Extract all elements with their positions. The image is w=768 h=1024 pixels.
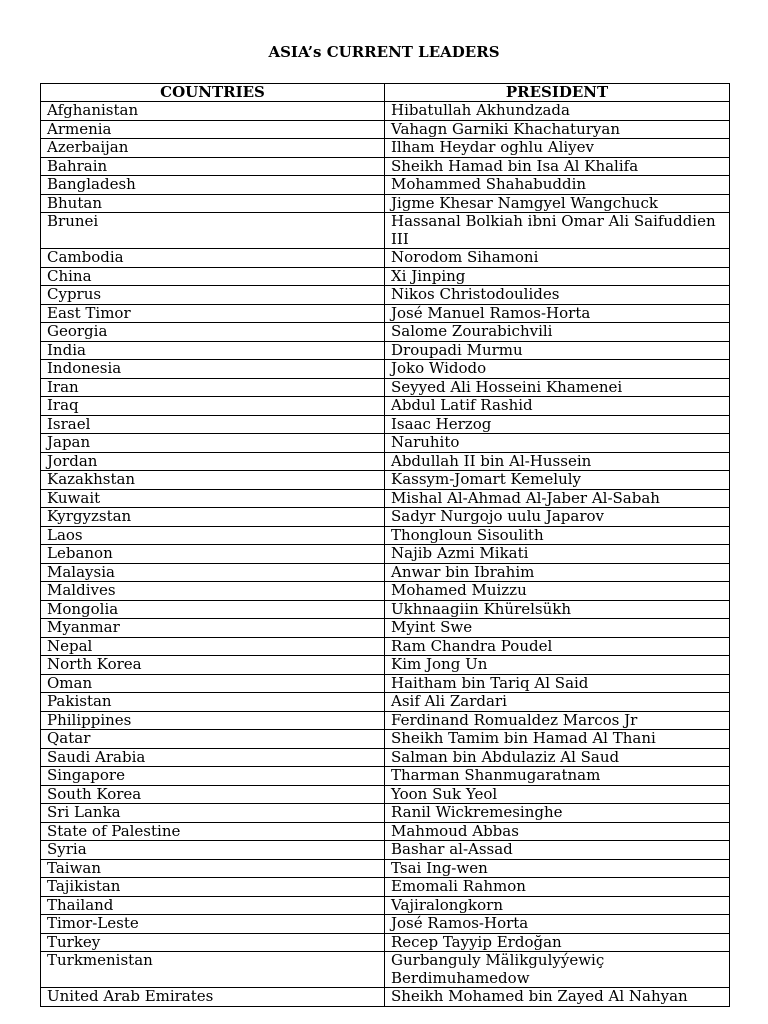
country-cell: Pakistan — [41, 693, 385, 712]
leader-cell: Ram Chandra Poudel — [385, 637, 730, 656]
leader-cell: Emomali Rahmon — [385, 878, 730, 897]
leader-cell: Abdullah II bin Al-Hussein — [385, 452, 730, 471]
table-row — [41, 120, 730, 139]
leader-cell: Asif Ali Zardari — [385, 693, 730, 712]
country-cell: Timor-Leste — [41, 915, 385, 934]
leader-cell: Tsai Ing-wen — [385, 859, 730, 878]
table-row — [41, 360, 730, 379]
leader-cell: Haitham bin Tariq Al Said — [385, 674, 730, 693]
leader-cell: Kim Jong Un — [385, 656, 730, 675]
table-row — [41, 213, 730, 249]
country-cell: Nepal — [41, 637, 385, 656]
leader-cell: Hibatullah Akhundzada — [385, 102, 730, 121]
table-row — [41, 582, 730, 601]
table-row — [41, 452, 730, 471]
leader-cell: Vajiralongkorn — [385, 896, 730, 915]
country-cell: Mongolia — [41, 600, 385, 619]
leader-cell: Myint Swe — [385, 619, 730, 638]
country-cell: Japan — [41, 434, 385, 453]
country-cell: Cyprus — [41, 286, 385, 305]
leader-cell: José Manuel Ramos-Horta — [385, 304, 730, 323]
document-title: ASIA’s CURRENT LEADERS — [268, 43, 500, 61]
leader-cell: Mishal Al-Ahmad Al-Jaber Al-Sabah — [385, 489, 730, 508]
country-cell: Singapore — [41, 767, 385, 786]
leader-cell: Isaac Herzog — [385, 415, 730, 434]
country-cell: Myanmar — [41, 619, 385, 638]
leader-cell: Mahmoud Abbas — [385, 822, 730, 841]
country-cell: Georgia — [41, 323, 385, 342]
country-cell: Indonesia — [41, 360, 385, 379]
country-cell: Thailand — [41, 896, 385, 915]
leader-cell: Ranil Wickremesinghe — [385, 804, 730, 823]
country-cell: Armenia — [41, 120, 385, 139]
country-cell: Afghanistan — [41, 102, 385, 121]
table-row — [41, 471, 730, 490]
table-row — [41, 434, 730, 453]
table-row — [41, 730, 730, 749]
table-row — [41, 822, 730, 841]
country-cell: Laos — [41, 526, 385, 545]
country-cell: Philippines — [41, 711, 385, 730]
country-cell: Iraq — [41, 397, 385, 416]
country-cell: Kazakhstan — [41, 471, 385, 490]
country-cell: India — [41, 341, 385, 360]
table-row — [41, 508, 730, 527]
leader-cell: Joko Widodo — [385, 360, 730, 379]
leader-cell: Nikos Christodoulides — [385, 286, 730, 305]
country-cell: Lebanon — [41, 545, 385, 564]
country-cell: Israel — [41, 415, 385, 434]
table-row — [41, 249, 730, 268]
table-row — [41, 304, 730, 323]
country-cell: Kuwait — [41, 489, 385, 508]
leader-cell: Ferdinand Romualdez Marcos Jr — [385, 711, 730, 730]
table-row — [41, 804, 730, 823]
country-cell: Cambodia — [41, 249, 385, 268]
country-cell: Malaysia — [41, 563, 385, 582]
leader-cell: Kassym-Jomart Kemeluly — [385, 471, 730, 490]
table-row — [41, 157, 730, 176]
table-row — [41, 415, 730, 434]
leader-cell: Najib Azmi Mikati — [385, 545, 730, 564]
table-row — [41, 841, 730, 860]
table-row — [41, 674, 730, 693]
leader-cell: Sheikh Tamim bin Hamad Al Thani — [385, 730, 730, 749]
table-row — [41, 176, 730, 195]
leader-cell: Gurbanguly Mälikgulyýewiç Berdimuhamedow — [385, 952, 730, 988]
table-row — [41, 397, 730, 416]
leader-cell: Vahagn Garniki Khachaturyan — [385, 120, 730, 139]
table-row — [41, 933, 730, 952]
table-row — [41, 896, 730, 915]
table-row — [41, 656, 730, 675]
leader-cell: Bashar al-Assad — [385, 841, 730, 860]
table-row — [41, 267, 730, 286]
country-cell: Bangladesh — [41, 176, 385, 195]
country-cell: Brunei — [41, 213, 385, 249]
country-cell: Bahrain — [41, 157, 385, 176]
leader-cell: Mohammed Shahabuddin — [385, 176, 730, 195]
leader-cell: Salome Zourabichvili — [385, 323, 730, 342]
table-row — [41, 545, 730, 564]
leader-cell: Sheikh Hamad bin Isa Al Khalifa — [385, 157, 730, 176]
table-row — [41, 194, 730, 213]
table-row — [41, 637, 730, 656]
country-cell: Jordan — [41, 452, 385, 471]
table-row — [41, 693, 730, 712]
leader-cell: Abdul Latif Rashid — [385, 397, 730, 416]
country-cell: Kyrgyzstan — [41, 508, 385, 527]
table-row — [41, 102, 730, 121]
country-cell: North Korea — [41, 656, 385, 675]
leader-cell: Hassanal Bolkiah ibni Omar Ali Saifuddien III — [385, 213, 730, 249]
leader-cell: Mohamed Muizzu — [385, 582, 730, 601]
table-row — [41, 785, 730, 804]
leader-cell: Anwar bin Ibrahim — [385, 563, 730, 582]
table-row — [41, 341, 730, 360]
leader-cell: Jigme Khesar Namgyel Wangchuck — [385, 194, 730, 213]
table-row — [41, 767, 730, 786]
leaders-table — [40, 83, 730, 1007]
country-cell: United Arab Emirates — [41, 988, 385, 1007]
leader-cell: Norodom Sihamoni — [385, 249, 730, 268]
table-row — [41, 563, 730, 582]
leader-cell: Ukhnaagiin Khürelsükh — [385, 600, 730, 619]
table-row — [41, 600, 730, 619]
leader-cell: Thongloun Sisoulith — [385, 526, 730, 545]
leader-cell: José Ramos-Horta — [385, 915, 730, 934]
leader-cell: Droupadi Murmu — [385, 341, 730, 360]
country-cell: State of Palestine — [41, 822, 385, 841]
leader-cell: Ilham Heydar oghlu Aliyev — [385, 139, 730, 158]
country-cell: Oman — [41, 674, 385, 693]
table-body — [41, 102, 730, 1007]
header-row — [41, 84, 730, 102]
leader-cell: Naruhito — [385, 434, 730, 453]
country-cell: Syria — [41, 841, 385, 860]
country-cell: Turkey — [41, 933, 385, 952]
country-cell: Azerbaijan — [41, 139, 385, 158]
country-cell: Iran — [41, 378, 385, 397]
table-row — [41, 915, 730, 934]
leader-cell: Sheikh Mohamed bin Zayed Al Nahyan — [385, 988, 730, 1007]
table-row — [41, 711, 730, 730]
country-cell: Tajikistan — [41, 878, 385, 897]
country-cell: Taiwan — [41, 859, 385, 878]
table-row — [41, 859, 730, 878]
table-row — [41, 988, 730, 1007]
column-header-countries: COUNTRIES — [41, 84, 385, 102]
country-cell: South Korea — [41, 785, 385, 804]
country-cell: Qatar — [41, 730, 385, 749]
leader-cell: Recep Tayyip Erdoğan — [385, 933, 730, 952]
table-row — [41, 748, 730, 767]
leader-cell: Xi Jinping — [385, 267, 730, 286]
country-cell: Bhutan — [41, 194, 385, 213]
country-cell: China — [41, 267, 385, 286]
leader-cell: Tharman Shanmugaratnam — [385, 767, 730, 786]
leader-cell: Seyyed Ali Hosseini Khamenei — [385, 378, 730, 397]
column-header-president: PRESIDENT — [385, 84, 730, 102]
table-row — [41, 323, 730, 342]
country-cell: Maldives — [41, 582, 385, 601]
table-row — [41, 139, 730, 158]
table-header — [41, 84, 730, 102]
country-cell: Sri Lanka — [41, 804, 385, 823]
leader-cell: Salman bin Abdulaziz Al Saud — [385, 748, 730, 767]
table-row — [41, 286, 730, 305]
table-row — [41, 952, 730, 988]
country-cell: Saudi Arabia — [41, 748, 385, 767]
table-row — [41, 489, 730, 508]
table-row — [41, 619, 730, 638]
leader-cell: Sadyr Nurgojo uulu Japarov — [385, 508, 730, 527]
table-row — [41, 878, 730, 897]
leader-cell: Yoon Suk Yeol — [385, 785, 730, 804]
country-cell: Turkmenistan — [41, 952, 385, 988]
table-row — [41, 378, 730, 397]
country-cell: East Timor — [41, 304, 385, 323]
table-row — [41, 526, 730, 545]
